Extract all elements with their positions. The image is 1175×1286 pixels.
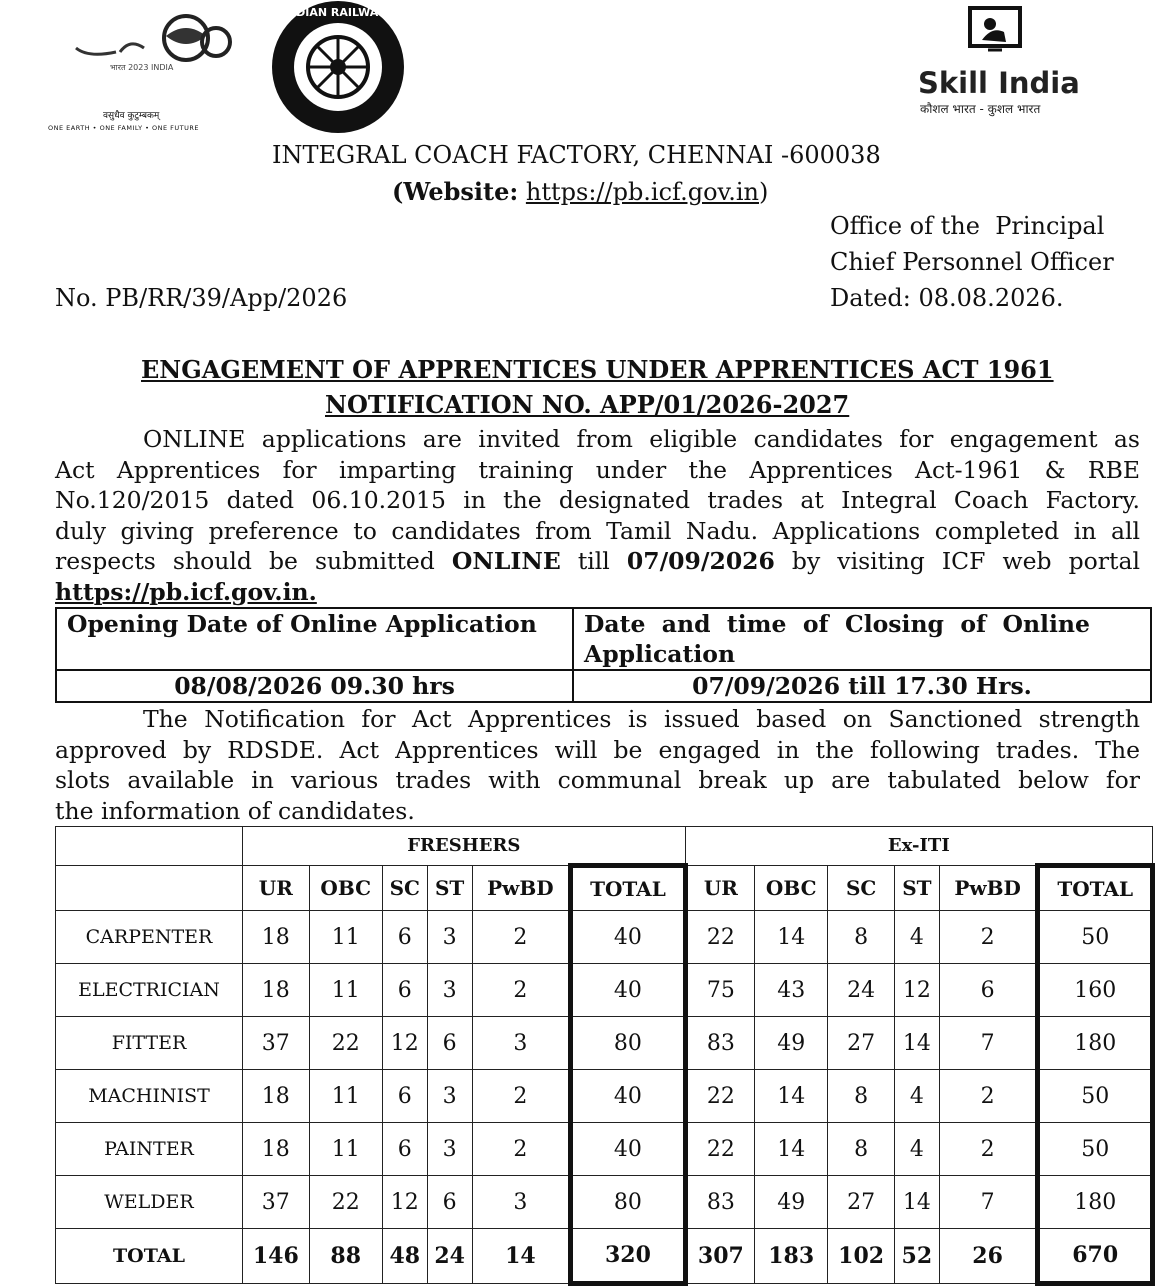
closing-date: 07/09/2026 [626,547,775,575]
para-line: The Notification for Act Apprentices is issued based on Sanctioned strength [143,705,1140,733]
bold-online: ONLINE [451,547,561,575]
table-cell: 40 [571,1123,685,1176]
table-cell: 2 [472,1070,571,1123]
table-cell: 6 [427,1017,472,1070]
table-cell: 4 [894,1123,939,1176]
seal-text: INDIAN RAILWAYS [282,6,394,19]
table-cell: 50 [1038,1070,1153,1123]
text: till [560,547,627,575]
table-cell: 37 [243,1176,310,1229]
intro-line: ONLINE applications are invited from eligible candidates for engagement as [143,425,1140,453]
table-cell: 6 [382,911,427,964]
reference-number: No. PB/RR/39/App/2026 [55,284,348,312]
application-dates-table [55,607,1152,703]
table-cell: 4 [894,1070,939,1123]
label: Date and time of Closing of Online [584,610,1090,638]
table-cell: 24 [828,964,895,1017]
table-cell: 22 [685,1070,754,1123]
table-cell: 22 [685,1123,754,1176]
table-cell: 22 [309,1017,382,1070]
table-cell: 2 [939,1070,1038,1123]
table-cell: 26 [939,1229,1038,1284]
intro-line: No.120/2015 dated 06.10.2015 in the designated trades at Integral Coach Factory. [55,486,1140,514]
intro-line: Act Apprentices for imparting training under the Apprentices Act-1961 & RBE [55,455,1140,484]
office-line-2: Chief Personnel Officer [830,248,1114,276]
column-header: OBC [309,866,382,911]
table-cell: 14 [755,911,828,964]
table-cell: 8 [828,911,895,964]
trade-name: TOTAL [56,1229,243,1284]
column-header: PwBD [939,866,1038,911]
column-header: UR [243,866,310,911]
para-line: approved by RDSDE. Act Apprentices will be engaged in the following trades. The [55,735,1140,764]
table-cell: 27 [828,1017,895,1070]
table-cell: 2 [939,911,1038,964]
table-cell: 7 [939,1176,1038,1229]
table-row [56,964,1153,1017]
column-header: SC [828,866,895,911]
g20-motto: ONE EARTH • ONE FAMILY • ONE FUTURE [48,124,200,132]
table-cell: 14 [894,1017,939,1070]
trade-name: CARPENTER [56,911,243,964]
g20-logo [48,8,263,136]
intro-paragraph [55,424,1140,607]
label: Opening Date of Online Application [67,610,537,638]
indian-railways-seal [266,0,411,135]
table-cell: 11 [309,1123,382,1176]
website-line [392,177,768,206]
table-row [56,1229,1153,1284]
table-row [56,1017,1153,1070]
table-cell: 43 [755,964,828,1017]
table-cell: 8 [828,1123,895,1176]
dated: Dated: 08.08.2026. [830,284,1064,312]
website-link[interactable]: https://pb.icf.gov.in [525,178,759,206]
table-cell: 11 [309,1070,382,1123]
website-close: ) [759,178,769,206]
table-row [56,1176,1153,1229]
table-cell: 48 [382,1229,427,1284]
table-cell: 22 [309,1176,382,1229]
notice-title: ENGAGEMENT OF APPRENTICES UNDER APPRENTICES ACT 1961 [141,355,1054,384]
table-cell: 11 [309,911,382,964]
table-cell: 18 [243,911,310,964]
table-cell: 49 [755,1176,828,1229]
table-cell: 3 [427,911,472,964]
table-cell: 80 [571,1176,685,1229]
table-cell: 6 [382,1123,427,1176]
table-cell: 180 [1038,1017,1153,1070]
table-cell: 75 [685,964,754,1017]
table-cell: 83 [685,1017,754,1070]
table-cell: 24 [427,1229,472,1284]
opening-date-label [56,608,573,670]
table-cell: 40 [571,911,685,964]
table-cell: 2 [472,1123,571,1176]
table-cell: 22 [685,911,754,964]
office-line-1: Office of the Principal [830,212,1105,240]
table-cell: 6 [382,964,427,1017]
factory-name: INTEGRAL COACH FACTORY, CHENNAI -600038 [272,141,881,169]
table-cell: 320 [571,1229,685,1284]
table-cell: 83 [685,1176,754,1229]
column-header: TOTAL [1038,866,1153,911]
text: by visiting ICF web portal [774,547,1140,575]
table-cell: 3 [427,1070,472,1123]
table-cell: 2 [472,964,571,1017]
table-cell: 3 [427,964,472,1017]
trade-name: WELDER [56,1176,243,1229]
table-cell: 180 [1038,1176,1153,1229]
trade-name: PAINTER [56,1123,243,1176]
closing-date-value: 07/09/2026 till 17.30 Hrs. [573,670,1151,702]
table-cell: 12 [382,1017,427,1070]
column-header: SC [382,866,427,911]
table-cell: 3 [472,1176,571,1229]
table-cell: 183 [755,1229,828,1284]
table-cell: 49 [755,1017,828,1070]
table-row [56,911,1153,964]
blank-header [56,827,243,866]
table-cell: 14 [755,1070,828,1123]
column-header: TOTAL [571,866,685,911]
opening-date-value: 08/08/2026 09.30 hrs [56,670,573,702]
website-label: (Website: [392,177,519,206]
table-cell: 37 [243,1017,310,1070]
g20-hindi: वसुधैव कुटुम्बकम् [103,111,160,121]
intro-line [55,546,1140,577]
skill-india-logo [910,6,1090,126]
table-cell: 50 [1038,1123,1153,1176]
table-cell: 146 [243,1229,310,1284]
notification-number: NOTIFICATION NO. APP/01/2026-2027 [325,390,850,419]
vacancy-table [55,826,1155,1286]
table-row [56,1123,1153,1176]
table-cell: 40 [571,1070,685,1123]
text: respects should be submitted [55,547,452,575]
blank-header [56,866,243,911]
table-cell: 8 [828,1070,895,1123]
portal-url[interactable]: https://pb.icf.gov.in. [55,577,317,606]
table-cell: 3 [472,1017,571,1070]
table-cell: 52 [894,1229,939,1284]
table-cell: 670 [1038,1229,1153,1284]
table-cell: 18 [243,1070,310,1123]
skill-india-subtitle: कौशल भारत - कुशल भारत [920,102,1041,116]
table-cell: 12 [894,964,939,1017]
table-cell: 18 [243,964,310,1017]
table-cell: 160 [1038,964,1153,1017]
para-line: the information of candidates. [55,796,415,825]
table-cell: 7 [939,1017,1038,1070]
table-cell: 18 [243,1123,310,1176]
table-cell: 2 [472,911,571,964]
table-cell: 4 [894,911,939,964]
svg-text:भारत 2023 INDIA: भारत 2023 INDIA [110,63,174,72]
column-header: OBC [755,866,828,911]
table-cell: 12 [382,1176,427,1229]
table-cell: 102 [828,1229,895,1284]
label: Application [584,640,736,668]
table-cell: 6 [382,1070,427,1123]
table-cell: 40 [571,964,685,1017]
portal-link[interactable] [55,577,1140,608]
table-cell: 11 [309,964,382,1017]
ex-iti-group-header: Ex-ITI [685,827,1152,866]
para-line: slots available in various trades with communal break up are tabulated below for [55,766,1140,794]
freshers-group-header: FRESHERS [243,827,686,866]
table-cell: 27 [828,1176,895,1229]
closing-date-label [573,608,1151,670]
table-cell: 2 [939,1123,1038,1176]
trade-name: ELECTRICIAN [56,964,243,1017]
column-header: ST [427,866,472,911]
table-cell: 307 [685,1229,754,1284]
table-cell: 14 [894,1176,939,1229]
table-cell: 80 [571,1017,685,1070]
column-header: ST [894,866,939,911]
table-cell: 14 [755,1123,828,1176]
skill-india-title: Skill India [918,66,1080,100]
column-header: PwBD [472,866,571,911]
column-header: UR [685,866,754,911]
trade-name: MACHINIST [56,1070,243,1123]
intro-line: duly giving preference to candidates from Tamil Nadu. Applications completed in all [55,516,1140,545]
table-cell: 6 [427,1176,472,1229]
trade-name: FITTER [56,1017,243,1070]
table-cell: 3 [427,1123,472,1176]
table-row [56,1070,1153,1123]
table-cell: 14 [472,1229,571,1284]
table-cell: 50 [1038,911,1153,964]
table-cell: 6 [939,964,1038,1017]
notification-paragraph [55,704,1140,826]
table-cell: 88 [309,1229,382,1284]
